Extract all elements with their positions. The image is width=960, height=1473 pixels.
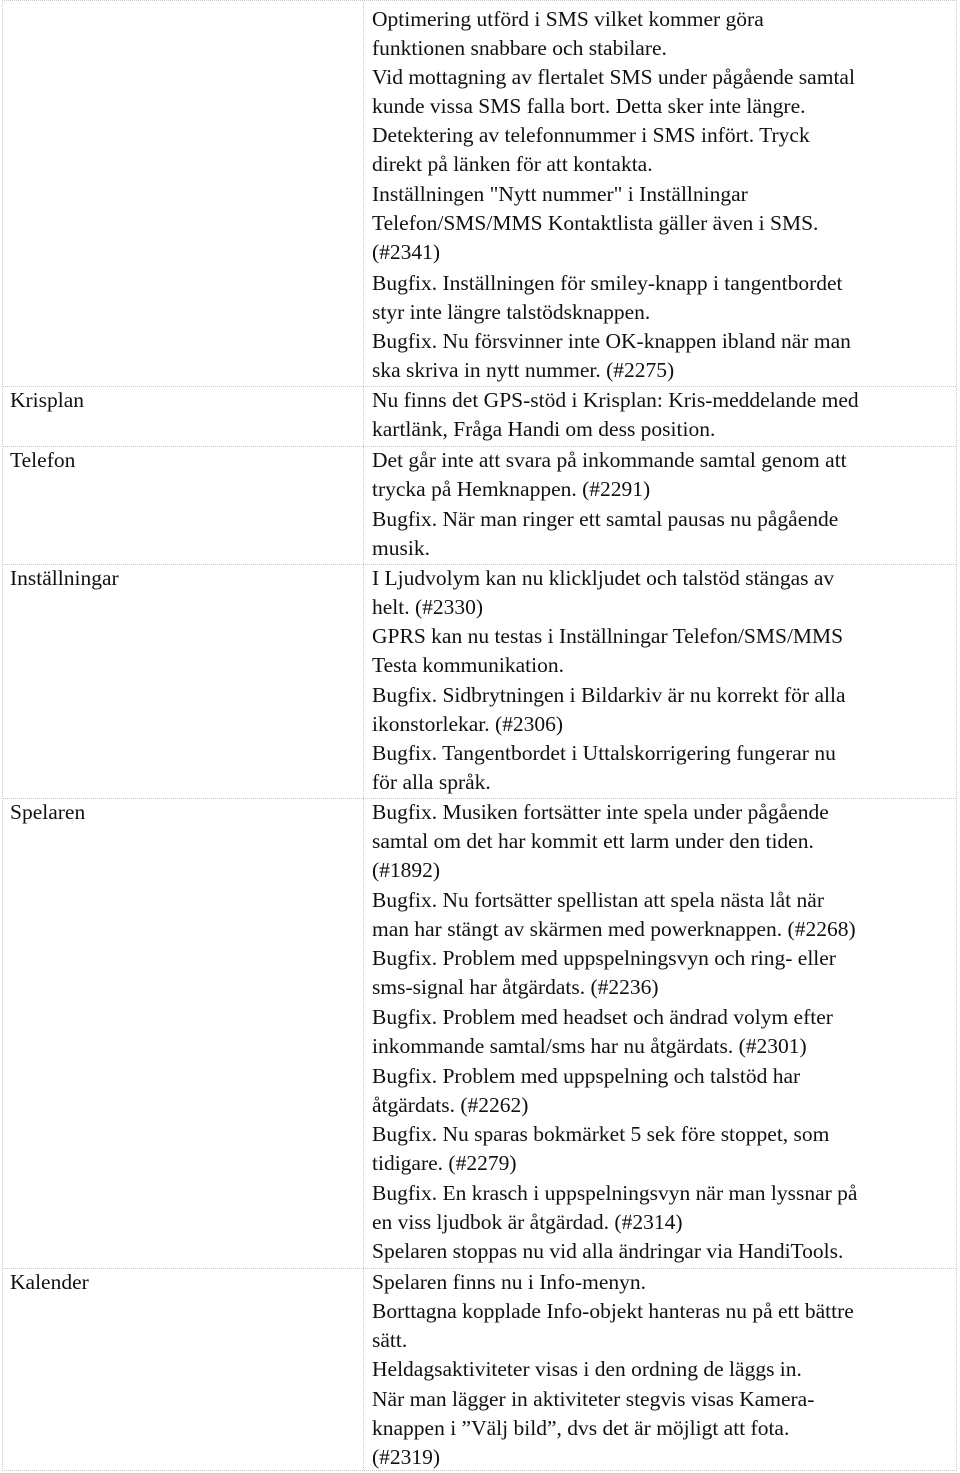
note-line: Bugfix. När man ringer ett samtal pausas nu pågående <box>372 507 839 531</box>
note-line: inkommande samtal/sms har nu åtgärdats. (#2301) <box>372 1034 807 1059</box>
note-entry <box>372 327 952 385</box>
note-line: tidigare. (#2279) <box>372 1151 517 1176</box>
note-line: (#2341) <box>372 240 441 265</box>
note-line: Bugfix. Problem med headset och ändrad volym efter <box>372 1005 833 1029</box>
note-entry <box>372 798 952 886</box>
note-line: helt. (#2330) <box>372 595 484 620</box>
note-line: Borttagna kopplade Info-objekt hanteras nu på ett bättre <box>372 1299 854 1323</box>
note-entry <box>372 681 952 739</box>
note-line: samtal om det har kommit ett larm under den tiden. <box>372 829 814 854</box>
note-line: ikonstorlekar. (#2306) <box>372 712 564 737</box>
category-krisplan: Krisplan <box>10 388 85 412</box>
note-entry <box>372 63 952 121</box>
note-line: knappen i ”Välj bild”, dvs det är möjligt att fota. <box>372 1416 790 1441</box>
note-line: Bugfix. Inställningen för smiley-knapp i tangentbordet <box>372 271 843 295</box>
note-entry <box>372 1237 952 1266</box>
note-entry <box>372 121 952 179</box>
note-entry <box>372 1355 952 1384</box>
note-line: för alla språk. <box>372 770 491 795</box>
note-line: (#2319) <box>372 1445 441 1470</box>
note-line: kunde vissa SMS falla bort. Detta sker inte längre. <box>372 94 806 119</box>
note-entry <box>372 1268 952 1297</box>
note-entry <box>372 446 952 504</box>
note-line: Bugfix. Nu sparas bokmärket 5 sek före stoppet, som <box>372 1122 830 1146</box>
note-entry <box>372 1062 952 1120</box>
note-line: direkt på länken för att kontakta. <box>372 152 653 177</box>
note-entry <box>372 739 952 797</box>
note-line: en viss ljudbok är åtgärdad. (#2314) <box>372 1210 683 1235</box>
note-entry <box>372 944 952 1002</box>
note-line: När man lägger in aktiviteter stegvis visas Kamera- <box>372 1387 815 1411</box>
category-kalender: Kalender <box>10 1270 89 1294</box>
note-line: Detektering av telefonnummer i SMS infört. Tryck <box>372 123 810 147</box>
note-line: Vid mottagning av flertalet SMS under pågående samtal <box>372 65 855 89</box>
note-line: Bugfix. Nu försvinner inte OK-knappen ibland när man <box>372 329 851 353</box>
column-divider <box>363 1 364 1470</box>
note-line: Heldagsaktiviteter visas i den ordning de läggs in. <box>372 1357 802 1381</box>
note-entry <box>372 564 952 622</box>
note-line: (#1892) <box>372 858 441 883</box>
note-line: Spelaren stoppas nu vid alla ändringar via HandiTools. <box>372 1239 844 1263</box>
category-spelaren: Spelaren <box>10 800 86 824</box>
note-entry <box>372 1003 952 1061</box>
note-line: Det går inte att svara på inkommande samtal genom att <box>372 448 847 472</box>
note-line: funktionen snabbare och stabilare. <box>372 36 667 61</box>
note-line: Bugfix. Musiken fortsätter inte spela under pågående <box>372 800 829 824</box>
note-line: musik. <box>372 536 430 561</box>
note-line: Bugfix. Nu fortsätter spellistan att spela nästa låt när <box>372 888 824 912</box>
note-entry <box>372 1179 952 1237</box>
note-line: Bugfix. Problem med uppspelning och talstöd har <box>372 1064 801 1088</box>
note-line: sätt. <box>372 1328 408 1353</box>
note-line: styr inte längre talstödsknappen. <box>372 300 651 325</box>
note-entry <box>372 886 952 944</box>
note-line: Bugfix. Tangentbordet i Uttalskorrigering fungerar nu <box>372 741 836 765</box>
note-line: Testa kommunikation. <box>372 653 564 678</box>
note-entry <box>372 1385 952 1473</box>
note-entry <box>372 1297 952 1355</box>
note-line: Optimering utförd i SMS vilket kommer göra <box>372 7 764 31</box>
note-line: trycka på Hemknappen. (#2291) <box>372 477 651 502</box>
note-line: åtgärdats. (#2262) <box>372 1093 529 1118</box>
note-entry <box>372 180 952 268</box>
note-entry <box>372 269 952 327</box>
note-entry <box>372 1120 952 1178</box>
note-line: Bugfix. Problem med uppspelningsvyn och ring- eller <box>372 946 836 970</box>
note-entry <box>372 386 952 444</box>
note-line: GPRS kan nu testas i Inställningar Telefon/SMS/MMS <box>372 624 844 648</box>
note-line: Spelaren finns nu i Info-menyn. <box>372 1270 647 1294</box>
note-entry <box>372 505 952 563</box>
note-line: Nu finns det GPS-stöd i Krisplan: Kris-meddelande med <box>372 388 859 412</box>
note-entry <box>372 5 952 63</box>
note-line: Bugfix. En krasch i uppspelningsvyn när man lyssnar på <box>372 1181 858 1205</box>
note-line: Bugfix. Sidbrytningen i Bildarkiv är nu korrekt för alla <box>372 683 846 707</box>
note-line: ska skriva in nytt nummer. (#2275) <box>372 358 675 383</box>
note-entry <box>372 622 952 680</box>
category-installningar: Inställningar <box>10 566 119 590</box>
note-line: Inställningen "Nytt nummer" i Inställningar <box>372 182 748 206</box>
note-line: Telefon/SMS/MMS Kontaktlista gäller även i SMS. <box>372 211 819 236</box>
category-telefon: Telefon <box>10 448 76 472</box>
note-line: man har stängt av skärmen med powerknappen. (#2268) <box>372 917 856 942</box>
note-line: kartlänk, Fråga Handi om dess position. <box>372 417 716 442</box>
note-line: sms-signal har åtgärdats. (#2236) <box>372 975 659 1000</box>
note-line: I Ljudvolym kan nu klickljudet och talstöd stängas av <box>372 566 835 590</box>
